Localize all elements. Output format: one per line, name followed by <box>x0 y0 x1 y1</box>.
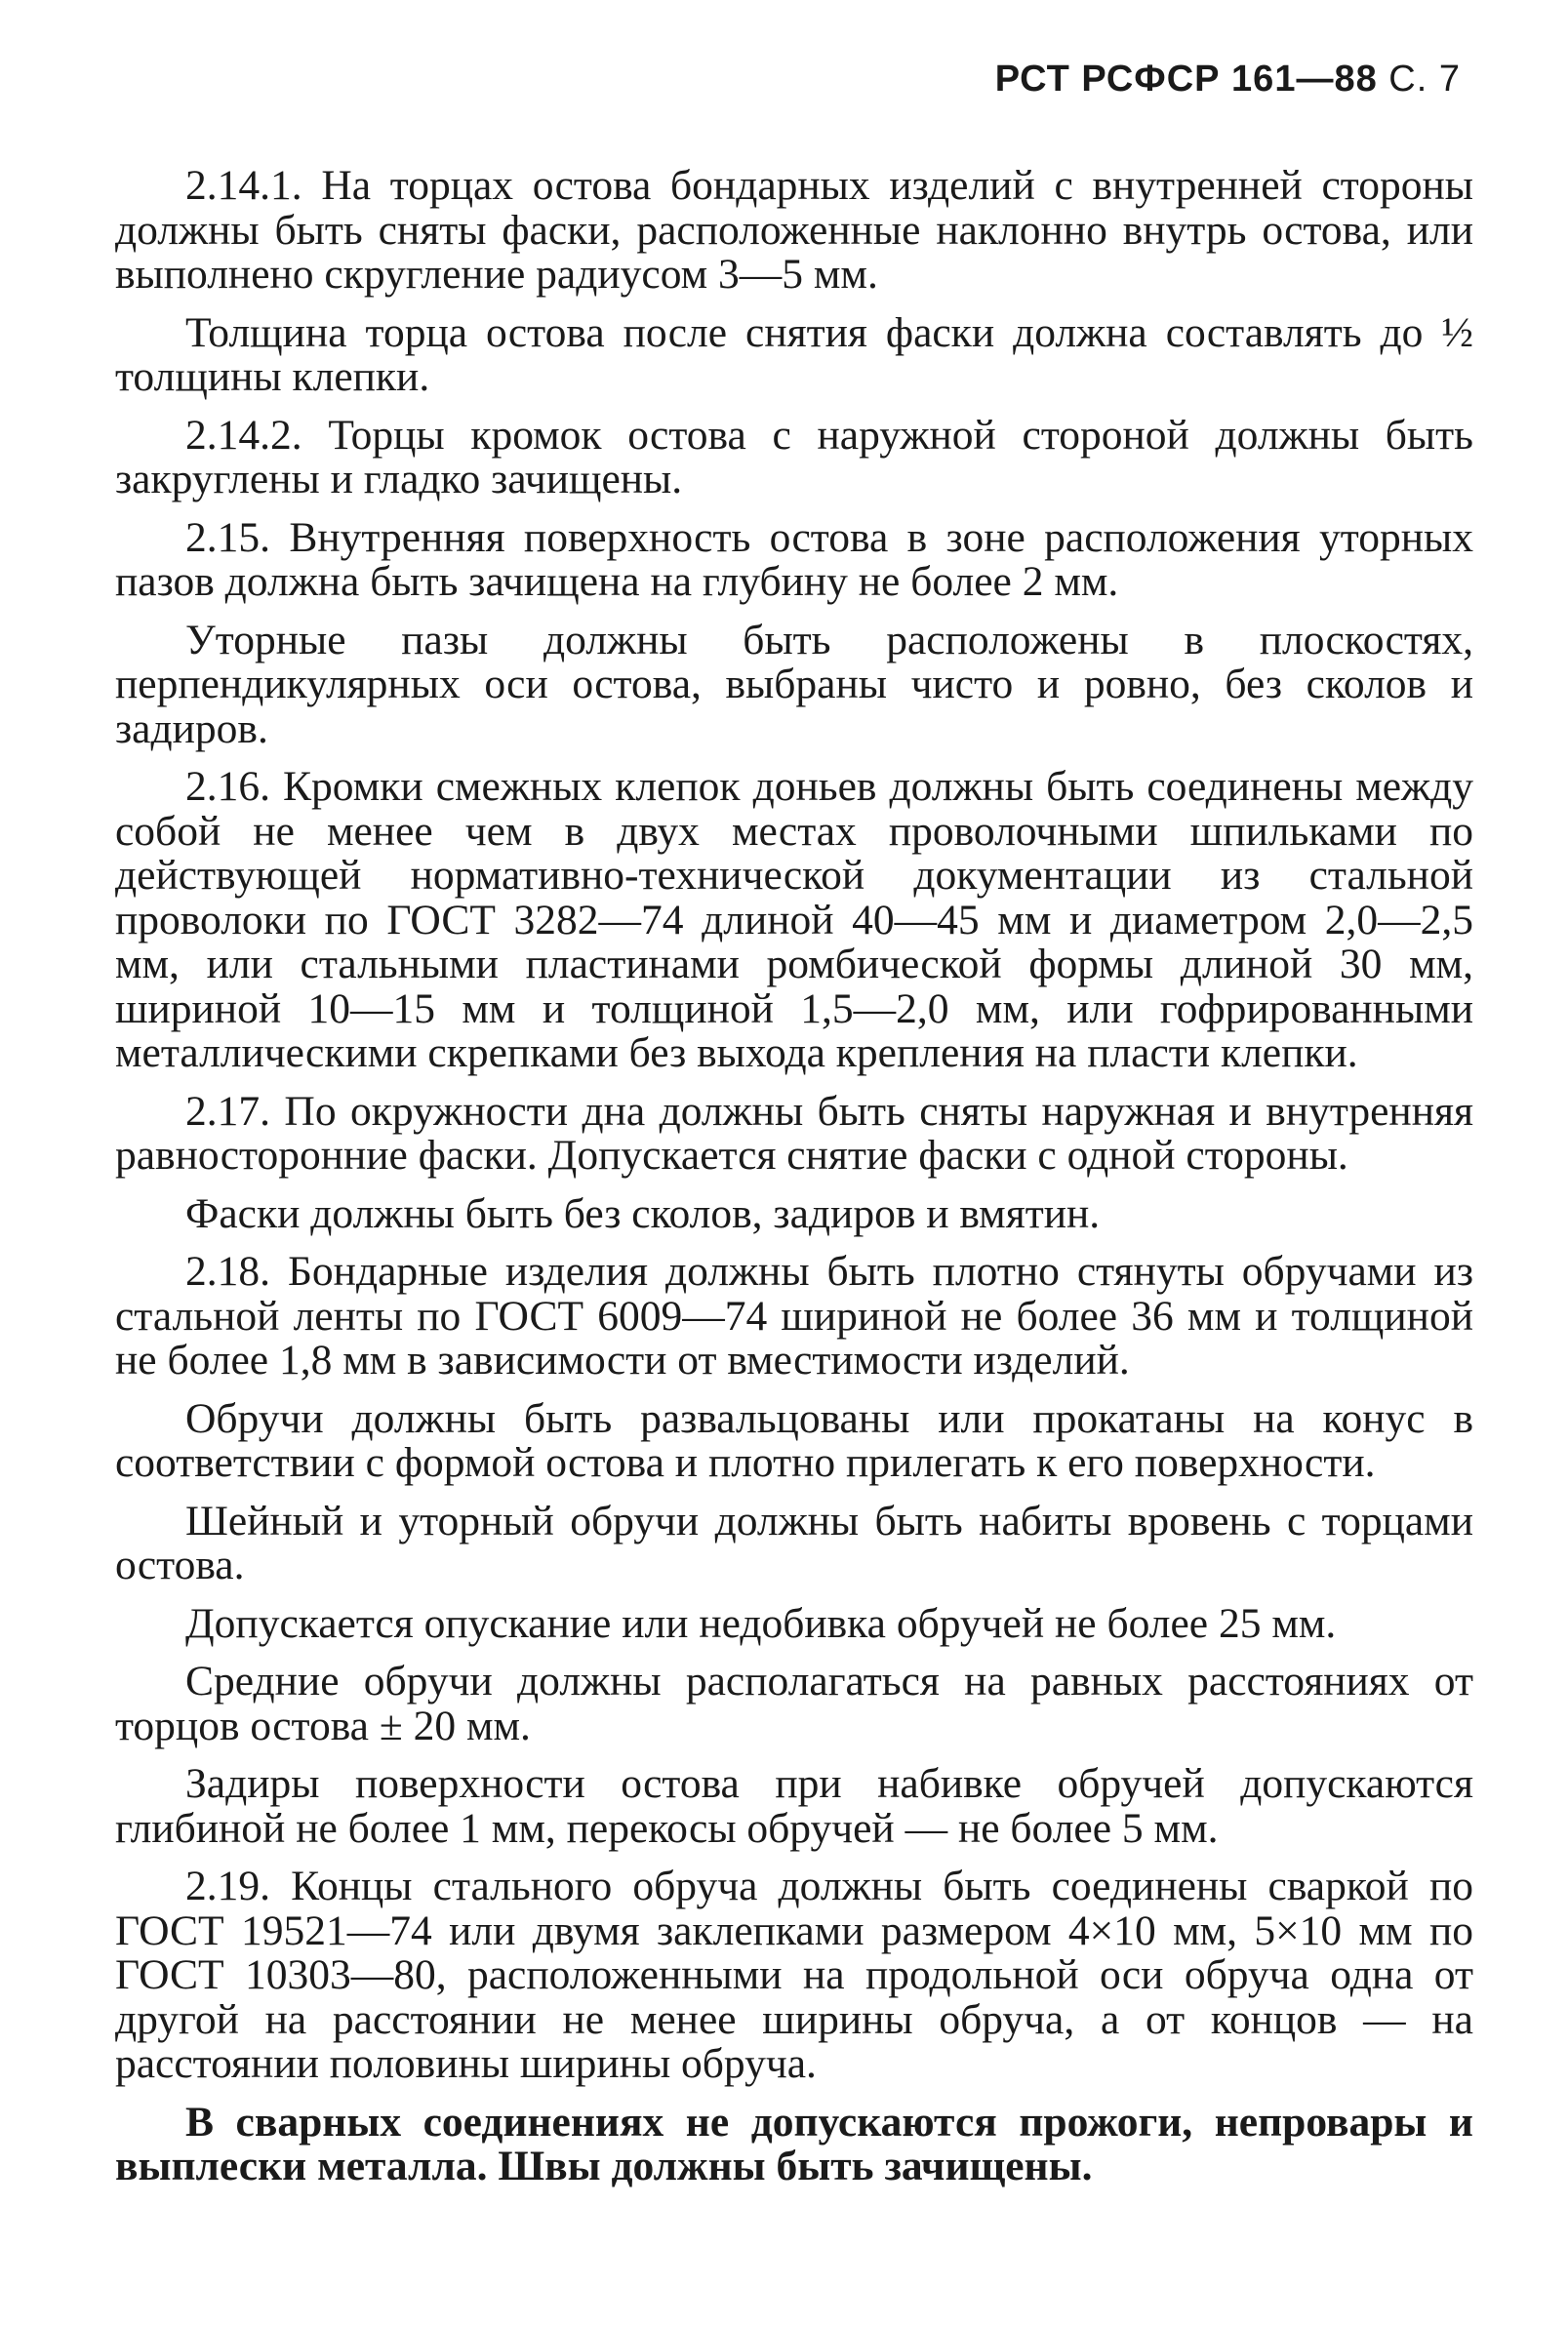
paragraph-chamfer-thickness: Толщина торца остова после снятия фаски должна составлять до ½ толщины клепки. <box>115 308 1473 400</box>
page-header <box>995 59 1461 100</box>
paragraph-croze-grooves: Уторные пазы должны быть расположены в плоскостях, перпендикулярных оси остова, выбраны чисто и ровно, без сколов и задиров. <box>115 616 1473 752</box>
paragraph-welding-defects: В сварных соединениях не допускаются прожоги, непровары и выплески металла. Швы должны быть зачищены. <box>115 2098 1473 2189</box>
paragraph-2-17: 2.17. По окружности дна должны быть сняты наружная и внутренняя равносторонние фаски. Допускается снятие фаски с одной стороны. <box>115 1087 1473 1179</box>
paragraph-chamfer-defects: Фаски должны быть без сколов, задиров и вмятин. <box>185 1189 1101 1237</box>
paragraph-2-14-2: 2.14.2. Торцы кромок остова с наружной стороной должны быть закруглены и гладко зачищены. <box>115 411 1473 502</box>
paragraph-hoops-rolled: Обручи должны быть развальцованы или прокатаны на конус в соответствии с формой остова и плотно прилегать к его поверхности. <box>115 1394 1473 1486</box>
page-number: С. 7 <box>1388 59 1461 100</box>
paragraph-2-16: 2.16. Кромки смежных клепок доньев должны быть соединены между собой не менее чем в двух местах проволочными шпильками по действующей нормативно-технической документации из стальной проволоки по ГОСТ 3282—74 длиной 40—45 мм и диаметром 2,0—2,5 мм, или стальными пластинами ромбической формы длиной 30 мм, шириной 10—15 мм и толщиной 1,5—2,0 мм, или гофрированными металлическими скрепками без выхода крепления на пласти клепки. <box>115 763 1473 1076</box>
paragraph-middle-hoops: Средние обручи должны располагаться на равных расстояниях от торцов остова ± 20 мм. <box>115 1658 1473 1749</box>
paragraph-2-14-1: 2.14.1. На торцах остова бондарных изделий с внутренней стороны должны быть сняты фаски, расположенные наклонно внутрь остова, или выполнено скругление радиусом 3—5 мм. <box>115 162 1473 298</box>
document-body <box>115 164 1473 2203</box>
standard-number: РСТ РСФСР 161—88 <box>994 59 1378 100</box>
paragraph-2-19: 2.19. Концы стального обруча должны быть соединены сваркой по ГОСТ 19521—74 или двумя заклепками размером 4×10 мм, 5×10 мм по ГОСТ 10303—80, расположенными на продольной оси обруча одна от другой на расстоянии не менее ширины обруча, а от концов — на расстоянии половины ширины обруча. <box>115 1863 1473 2087</box>
paragraph-hoop-scoring: Задиры поверхности остова при набивке обручей допускаются глибиной не более 1 мм, перекосы обручей — не более 5 мм. <box>115 1760 1473 1852</box>
paragraph-2-15: 2.15. Внутренняя поверхность остова в зоне расположения уторных пазов должна быть зачищена на глубину не более 2 мм. <box>115 513 1473 605</box>
paragraph-hoop-tolerance: Допускается опускание или недобивка обручей не более 25 мм. <box>185 1599 1337 1647</box>
paragraph-2-18: 2.18. Бондарные изделия должны быть плотно стянуты обручами из стальной ленты по ГОСТ 6009—74 шириной не более 36 мм и толщиной не более 1,8 мм в зависимости от вместимости изделий. <box>115 1248 1473 1384</box>
paragraph-neck-hoops: Шейный и уторный обручи должны быть набиты вровень с торцами остова. <box>115 1497 1473 1588</box>
